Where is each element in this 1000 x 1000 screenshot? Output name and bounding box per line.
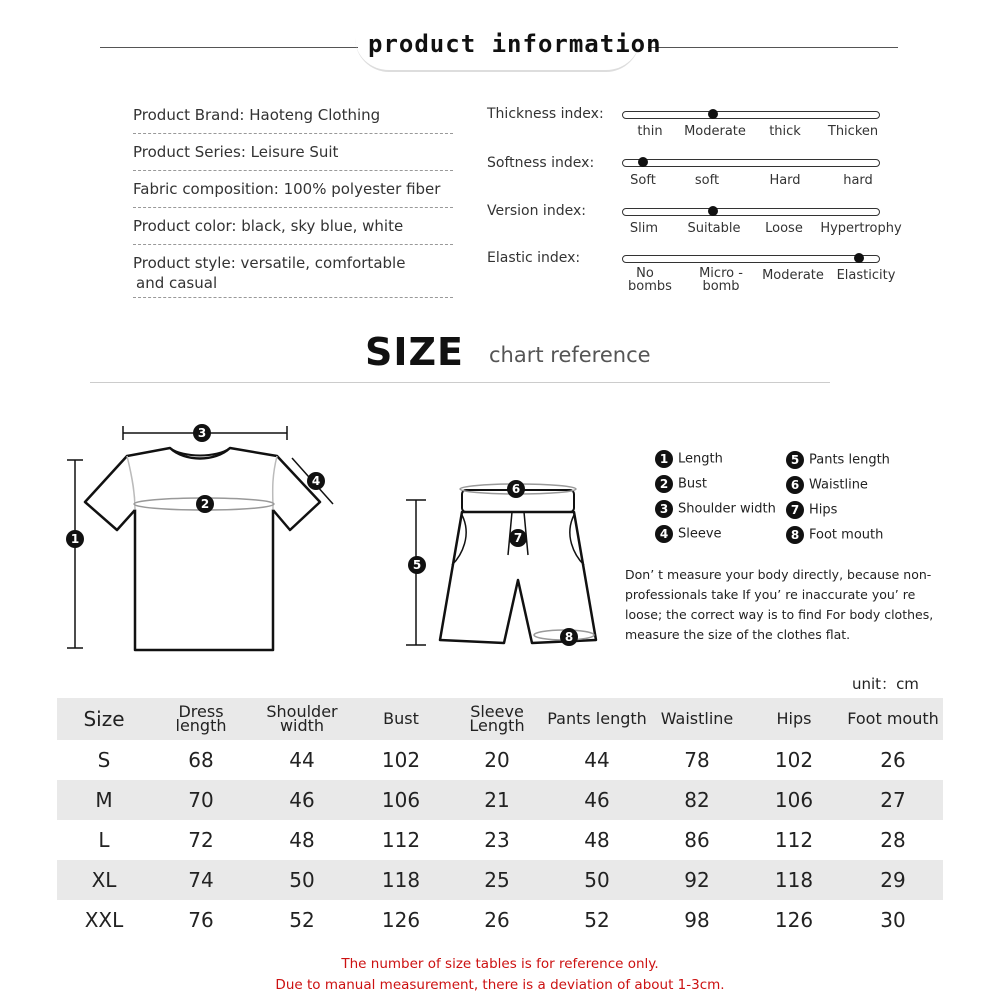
softness-opt-3: Hard — [769, 173, 801, 188]
legend-label: Hips — [809, 502, 838, 518]
cell: 70 — [188, 788, 214, 812]
table-row — [57, 900, 943, 940]
cell: L — [98, 828, 110, 852]
elastic-label: Elastic index: — [487, 250, 581, 266]
marker-2: 2 — [196, 495, 214, 513]
size-table — [57, 698, 943, 940]
table-row — [57, 820, 943, 860]
legend-length — [655, 450, 723, 468]
softness-opt-1: Soft — [630, 173, 656, 188]
table-row — [57, 780, 943, 820]
cell: 86 — [684, 828, 710, 852]
info-style-line2: and casual — [136, 274, 218, 292]
cell: 50 — [289, 868, 315, 892]
legend-num: 1 — [655, 450, 673, 468]
col-bust: Bust — [383, 709, 419, 728]
info-series: Product Series: Leisure Suit — [133, 142, 453, 171]
thickness-track — [622, 111, 880, 119]
legend-label: Foot mouth — [809, 527, 884, 543]
table-row — [57, 860, 943, 900]
softness-label: Softness index: — [487, 155, 595, 171]
legend-foot-mouth — [786, 526, 883, 544]
info-style — [133, 253, 453, 298]
cell: 112 — [381, 828, 421, 852]
legend-pants-length — [786, 451, 890, 469]
version-opt-2: Suitable — [687, 221, 741, 236]
version-opt-4: Hypertrophy — [820, 221, 902, 236]
cell: 76 — [188, 908, 214, 932]
unit-label: unit：cm — [852, 675, 919, 693]
cell: 118 — [381, 868, 421, 892]
elastic-opt-4: Elasticity — [836, 268, 896, 283]
info-style-line1: Product style: versatile, comfortable — [133, 254, 406, 272]
cell: 74 — [188, 868, 214, 892]
cell: 98 — [684, 908, 710, 932]
col-pants-length: Pants length — [547, 709, 647, 728]
cell: 102 — [381, 748, 421, 772]
marker-3: 3 — [193, 424, 211, 442]
cell: 29 — [880, 868, 906, 892]
legend-num: 8 — [786, 526, 804, 544]
legend-label: Sleeve — [678, 526, 722, 542]
cell: 126 — [774, 908, 814, 932]
shorts-diagram — [400, 475, 620, 655]
cell: 44 — [289, 748, 315, 772]
legend-num: 2 — [655, 475, 673, 493]
legend-shoulder — [655, 500, 776, 518]
cell: 46 — [289, 788, 315, 812]
cell: 82 — [684, 788, 710, 812]
legend-num: 6 — [786, 476, 804, 494]
version-opt-1: Slim — [629, 221, 659, 236]
marker-4: 4 — [307, 472, 325, 490]
legend-label: Bust — [678, 476, 708, 492]
version-track — [622, 208, 880, 216]
info-fabric: Fabric composition: 100% polyester fiber — [133, 179, 453, 208]
legend-num: 3 — [655, 500, 673, 518]
legend-sleeve — [655, 525, 722, 543]
elastic-opt-1: No bombs — [628, 266, 672, 294]
cell: 106 — [774, 788, 814, 812]
thickness-opt-1: thin — [637, 124, 663, 139]
cell: 20 — [484, 748, 510, 772]
info-color: Product color: black, sky blue, white — [133, 216, 453, 245]
footer-note-1: The number of size tables is for reference only. — [341, 956, 659, 972]
info-brand: Product Brand: Haoteng Clothing — [133, 105, 453, 134]
tshirt-diagram — [55, 410, 350, 660]
cell: XXL — [84, 908, 124, 932]
cell: 28 — [880, 828, 906, 852]
legend-num: 5 — [786, 451, 804, 469]
thickness-opt-3: thick — [769, 124, 801, 139]
size-subheading: chart reference — [489, 343, 651, 367]
cell: 50 — [584, 868, 610, 892]
cell: 112 — [774, 828, 814, 852]
marker-7: 7 — [509, 529, 527, 547]
elastic-opt-2: Micro -bomb — [699, 266, 743, 294]
cell: 106 — [381, 788, 421, 812]
version-label: Version index: — [487, 203, 586, 219]
marker-6: 6 — [507, 480, 525, 498]
cell: 72 — [188, 828, 214, 852]
thickness-knob — [708, 109, 718, 119]
cell: 26 — [880, 748, 906, 772]
size-heading: SIZE — [365, 330, 465, 374]
cell: 102 — [774, 748, 814, 772]
softness-knob — [638, 157, 648, 167]
measurement-note: Don’ t measure your body directly, because non-professionals take If you’ re inaccurate you’ re loose; the correct way is to find For body clothes, measure the size of the clothes flat. — [625, 567, 934, 642]
footer-note-2: Due to manual measurement, there is a deviation of about 1-3cm. — [275, 977, 725, 993]
cell: M — [95, 788, 113, 812]
header-line-left — [100, 47, 358, 48]
legend-num: 4 — [655, 525, 673, 543]
thickness-label: Thickness index: — [487, 106, 604, 122]
elastic-knob — [854, 253, 864, 263]
cell: 48 — [289, 828, 315, 852]
legend-label: Waistline — [809, 477, 868, 493]
cell: 21 — [484, 788, 510, 812]
cell: 25 — [484, 868, 510, 892]
legend-hips — [786, 501, 837, 519]
legend-num: 7 — [786, 501, 804, 519]
header-line-right — [648, 47, 898, 48]
col-sleeve-length: Sleeve Length — [469, 702, 525, 735]
col-waistline: Waistline — [660, 709, 734, 728]
cell: 52 — [289, 908, 315, 932]
cell: 23 — [484, 828, 510, 852]
cell: 30 — [880, 908, 906, 932]
cell: 92 — [684, 868, 710, 892]
legend-label: Shoulder width — [678, 501, 776, 517]
softness-opt-4: hard — [843, 173, 873, 188]
thickness-opt-4: Thicken — [827, 124, 879, 139]
cell: 52 — [584, 908, 610, 932]
cell: XL — [91, 868, 117, 892]
col-dress-length: Dress length — [175, 702, 227, 735]
softness-opt-2: soft — [694, 173, 720, 188]
cell: 78 — [684, 748, 710, 772]
table-row — [57, 740, 943, 780]
tshirt-outline — [85, 448, 320, 650]
softness-track — [622, 159, 880, 167]
cell: 118 — [774, 868, 814, 892]
elastic-track — [622, 255, 880, 263]
cell: 126 — [381, 908, 421, 932]
col-size: Size — [83, 707, 125, 731]
marker-1: 1 — [66, 530, 84, 548]
legend-label: Pants length — [809, 452, 890, 468]
cell: 48 — [584, 828, 610, 852]
cell: 46 — [584, 788, 610, 812]
cell: S — [97, 748, 111, 772]
marker-8: 8 — [560, 628, 578, 646]
legend-label: Length — [678, 451, 723, 467]
cell: 26 — [484, 908, 510, 932]
page-title: product information — [368, 30, 662, 58]
legend-waistline — [786, 476, 868, 494]
marker-5: 5 — [408, 556, 426, 574]
thickness-opt-2: Moderate — [684, 124, 746, 139]
col-hips: Hips — [776, 709, 812, 728]
version-opt-3: Loose — [765, 221, 803, 236]
cell: 68 — [188, 748, 214, 772]
col-foot-mouth: Foot mouth — [847, 709, 939, 728]
size-divider — [90, 382, 830, 383]
legend-bust — [655, 475, 707, 493]
elastic-opt-3: Moderate — [762, 268, 824, 283]
version-knob — [708, 206, 718, 216]
col-shoulder-width: Shoulder width — [266, 702, 338, 735]
table-header-row — [57, 698, 943, 740]
cell: 44 — [584, 748, 610, 772]
cell: 27 — [880, 788, 906, 812]
